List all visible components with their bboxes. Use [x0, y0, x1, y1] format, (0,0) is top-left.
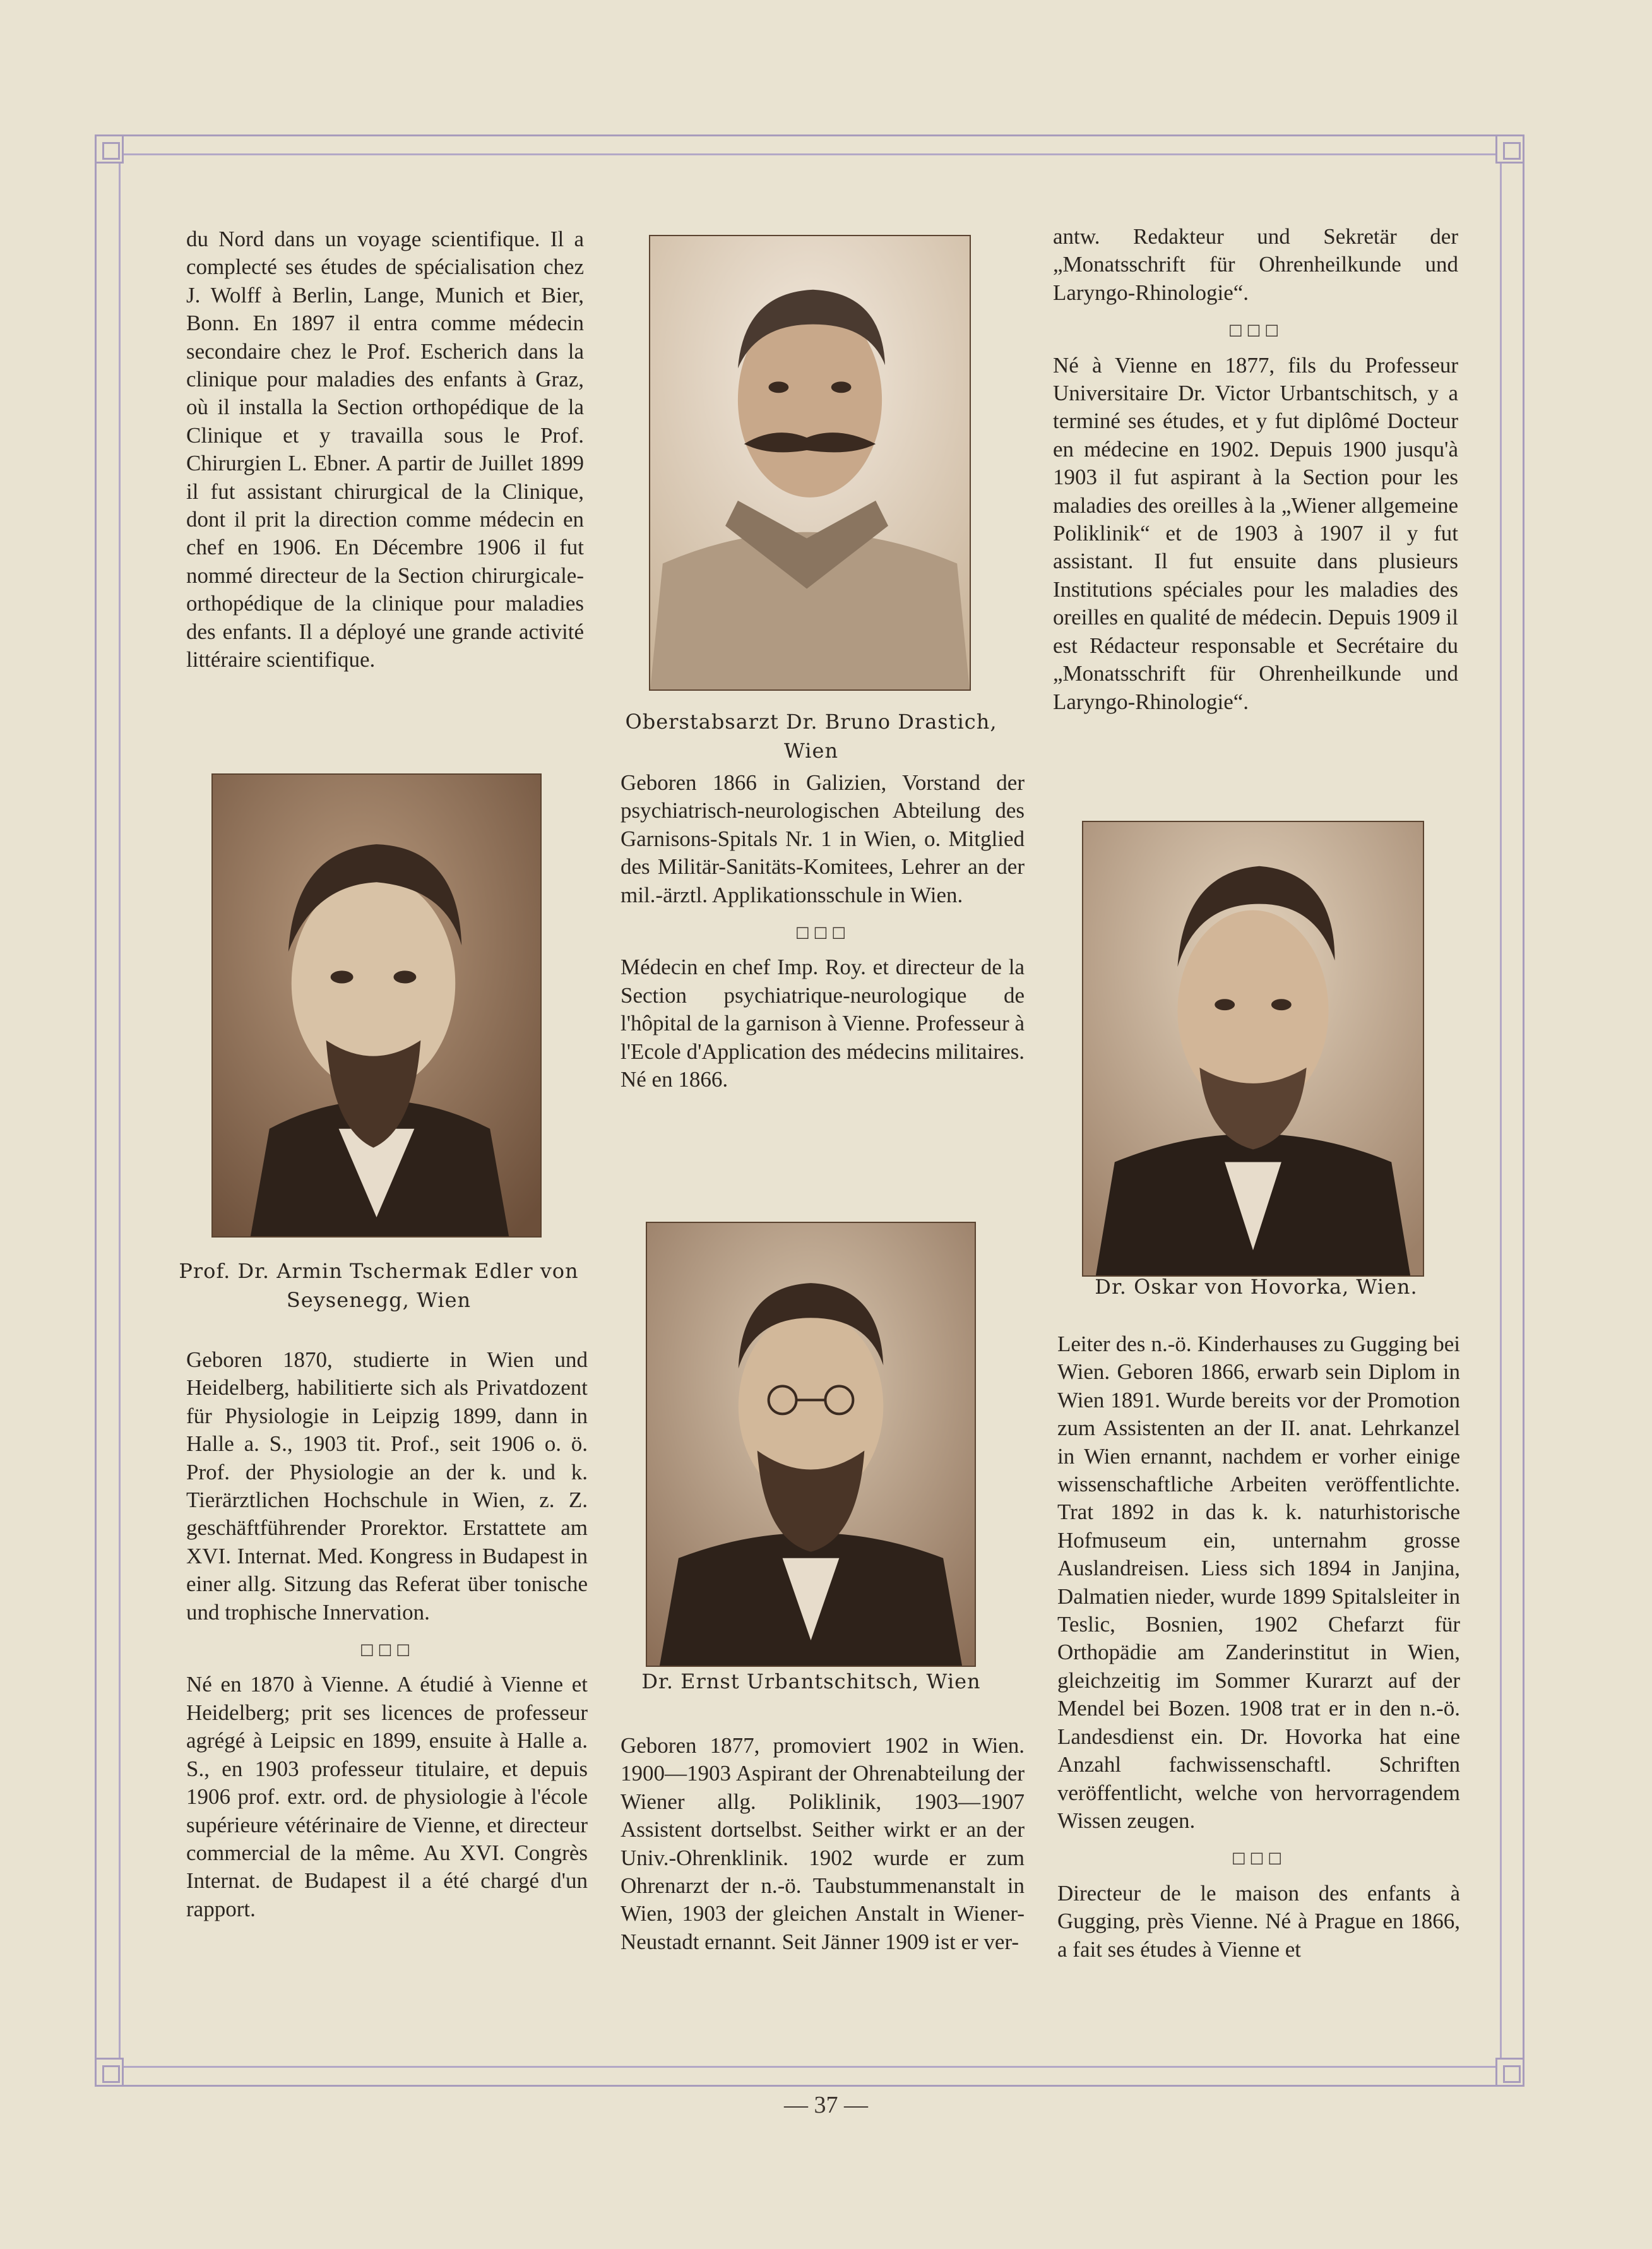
caption-tschermak: Prof. Dr. Armin Tschermak Edler von Seysenegg, Wien	[179, 1259, 579, 1312]
bio-german: Leiter des n.-ö. Kinderhauses zu Gugging bei Wien. Geboren 1866, erwarb sein Diplom in Wien 1891. Wurde bereits vor der Promotion zum Assistenten an der II. anat. Lehrkanzel in Wien ernannt, nachdem er vorher einige wissenschaftliche Arbeiten veröffentlichte. Trat 1892 in das k. k. naturhistorische Hofmuseum ein, unternahm grosse Auslandreisen. Liess sich 1894 in Janjina, Dalmatien nieder, wurde 1899 Spitalsleiter in Teslic, Bosnien, 1902 Chefarzt für Orthopädie am Zanderinstitut in Wien, gleichzeitig im Sommer Kurarzt auf der Mendel bei Bozen. 1908 trat er in den n.-ö. Landesdienst ein. Dr. Hovorka hat eine Anzahl fachwissenschaftl. Schriften veröffentlicht, welche von hervorragendem Wissen zeugen.	[1057, 1332, 1460, 1833]
section-separator: □□□	[1228, 321, 1283, 339]
section-separator: □□□	[1231, 1849, 1287, 1867]
caption-urbantschitsch: Dr. Ernst Urbantschitsch, Wien	[641, 1669, 981, 1693]
column-1-bio	[186, 1346, 588, 1923]
bio-german: Geboren 1866 in Galizien, Vorstand der psychiatrisch-neurologischen Abteilung des Garnisons-Spitals Nr. 1 in Wien, o. Mitglied des Militär-Sanitäts-Komitees, Lehrer an der mil.-ärztl. Applikationsschule in Wien.	[621, 770, 1025, 907]
bio-french: Né à Vienne en 1877, fils du Professeur Universitaire Dr. Victor Urbantschitsch, y a terminé ses études, et y fut diplômé Docteur en médecine en 1902. Depuis 1900 jusqu'à 1903 il fut aspirant à la Section pour les maladies des oreilles à la „Wiener allgemeine Poliklinik“ et de 1903 à 1907 il y fut assistant. Il fut ensuite dans plusieurs Institutions spéciales pour les maladies des oreilles en qualité de médecin. Depuis 1909 il est Rédacteur responsable et Secrétaire du „Monatsschrift für Ohrenheilkunde und Laryngo-Rhinologie“.	[1053, 352, 1458, 714]
corner-ornament	[1495, 134, 1524, 164]
bio-german: Geboren 1870, studierte in Wien und Heidelberg, habilitierte sich als Privatdozent für Physiologie in Leipzig 1899, dann in Halle a. S., 1903 tit. Prof., seit 1906 o. ö. Prof. der Physiologie an der k. und k. Tierärztlichen Hochschule in Wien, z. Z. geschäftführender Prorektor. Erstattete am XVI. Internat. Med. Kongress in Budapest in einer allg. Sitzung das Referat über tonische und trophische Innervation.	[186, 1347, 588, 1625]
portrait-tschermak	[211, 773, 542, 1238]
caption-hovorka: Dr. Oskar von Hovorka, Wien.	[1095, 1275, 1418, 1299]
paragraph: du Nord dans un voyage scientifique. Il a complecté ses études de spécialisation chez J. Wolff à Berlin, Lange, Munich et Bier, Bonn. En 1897 il entra comme médecin secondaire chez le Prof. Escherich dans la clinique pour maladies des enfants à Graz, où il installa la Section orthopédique de la Clinique et y travailla sous le Prof. Chirurgien L. Ebner. A partir de Juillet 1899 il fut assistant chirurgical de la Clinique, dont il prit la direction comme médecin en chef en 1906. En Décembre 1906 il fut nommé directeur de la Section chirurgicale-orthopédique de la clinique pour maladies des enfants. Il a déployé une grande activité littéraire scientifique.	[186, 227, 584, 672]
portrait-drastich	[649, 235, 971, 691]
portrait-hovorka	[1082, 821, 1424, 1277]
bio-french: Médecin en chef Imp. Roy. et directeur de la Section psychiatrique-neurologique de l'hôpital de la garnison à Vienne. Professeur à l'Ecole d'Application des médecins militaires. Né en 1866.	[621, 955, 1025, 1092]
corner-ornament	[95, 134, 124, 164]
corner-ornament	[95, 2058, 124, 2087]
bio-french: Directeur de le maison des enfants à Gugging, près Vienne. Né à Prague en 1866, a fait ses études à Vienne et	[1057, 1880, 1460, 1962]
portrait-urbantschitsch	[646, 1222, 976, 1667]
column-1-top-text	[186, 225, 584, 674]
caption-drastich: Oberstabsarzt Dr. Bruno Drastich, Wien	[625, 710, 997, 763]
column-3-bio	[1057, 1330, 1460, 1964]
bio-french: Né en 1870 à Vienne. A étudié à Vienne et Heidelberg; prit ses licences de professeur agrégé à Leipsic en 1899, ensuite à Halle a. S., en 1903 professeur titulaire, et depuis 1906 prof. extr. ord. de physiologie à l'école supérieure vétérinaire de Vienne, et directeur commercial de la même. Au XVI. Congrès Internat. de Budapest il a été chargé d'un rapport.	[186, 1672, 588, 1921]
bio-german: Geboren 1877, promoviert 1902 in Wien. 1900—1903 Aspirant der Ohrenabteilung der Wiener allg. Poliklinik, 1903—1907 Assistent dortselbst. Seither wirkt er an der Univ.-Ohrenklinik. 1902 wurde er zum Ohrenarzt der n.-ö. Taubstummenanstalt in Wien, 1903 der gleichen Anstalt in Wiener-Neustadt ernannt. Seit Jänner 1909 ist er ver-	[621, 1733, 1025, 1954]
paragraph: antw. Redakteur und Sekretär der „Monatsschrift für Ohrenheilkunde und Laryngo-Rhinologie“.	[1053, 224, 1458, 305]
section-separator: □□□	[359, 1640, 415, 1659]
page-number: — 37 —	[784, 2092, 868, 2118]
column-2-bio-2	[621, 1732, 1025, 1956]
corner-ornament	[1495, 2058, 1524, 2087]
section-separator: □□□	[795, 923, 850, 941]
column-3-top-text	[1053, 223, 1458, 716]
column-2-bio-1	[621, 769, 1025, 1094]
